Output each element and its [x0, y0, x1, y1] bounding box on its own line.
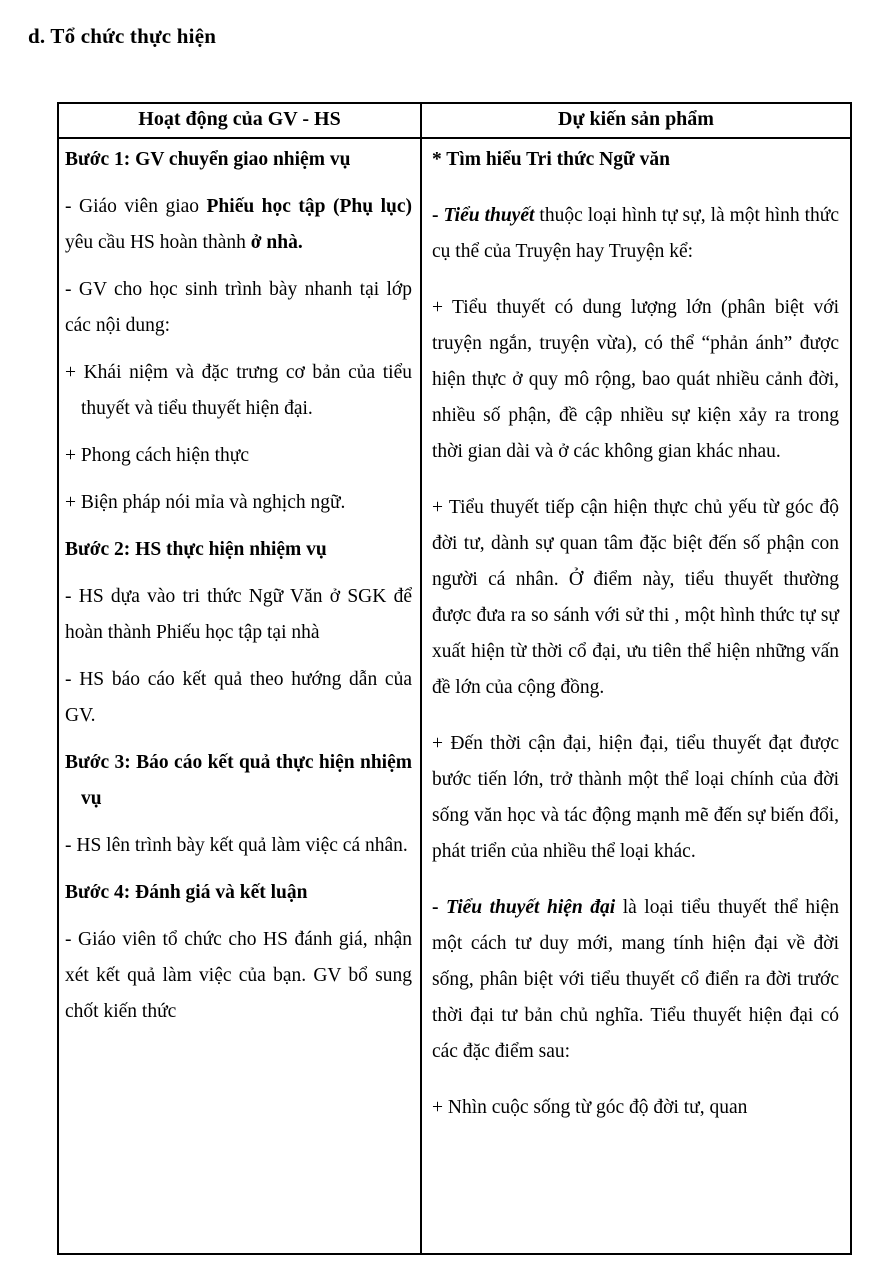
paragraph	[65, 438, 412, 474]
paragraph	[432, 726, 839, 870]
expected-products-cell	[422, 139, 850, 1253]
paragraph	[432, 142, 839, 178]
text-run: + Biện pháp nói mỉa và nghịch ngữ.	[65, 492, 346, 513]
paragraph	[65, 875, 412, 911]
paragraph	[432, 198, 839, 270]
text-run: Tiểu thuyết hiện đại	[446, 897, 616, 918]
text-run: - HS báo cáo kết quả theo hướng dẫn của GV.	[65, 669, 412, 726]
text-run: + Khái niệm và đặc trưng cơ bản của tiểu thuyết và tiểu thuyết hiện đại.	[65, 362, 412, 419]
paragraph	[65, 272, 412, 344]
text-run: - HS dựa vào tri thức Ngữ Văn ở SGK để hoàn thành Phiếu học tập tại nhà	[65, 586, 412, 643]
paragraph	[65, 579, 412, 651]
paragraph	[432, 1090, 839, 1126]
text-run: là loại tiểu thuyết thể hiện một cách tư duy mới, mang tính hiện đại về đời sống, phân biệt với tiểu thuyết cổ điển ra đời trước thời đại tư bản chủ nghĩa. Tiểu thuyết hiện đại có các đặc điểm sau:	[432, 897, 839, 1062]
text-run: - GV cho học sinh trình bày nhanh tại lớp các nội dung:	[65, 279, 412, 336]
table-header-row	[59, 104, 850, 139]
section-heading: d. Tổ chức thực hiện	[28, 24, 217, 48]
text-run: Bước 3: Báo cáo kết quả thực hiện nhiệm vụ	[65, 752, 412, 809]
paragraph	[65, 355, 412, 427]
text-run: Bước 1: GV chuyển giao nhiệm vụ	[65, 149, 351, 170]
column-header-gv-hs-activities: Hoạt động của GV - HS	[59, 104, 422, 137]
paragraph	[65, 189, 412, 261]
paragraph	[65, 828, 412, 864]
text-run: + Đến thời cận đại, hiện đại, tiểu thuyết đạt được bước tiến lớn, trở thành một thể loại chính của đời sống văn học và tác động mạnh mẽ đến sự biến đổi, phát triển của nhiều thể loại khác.	[432, 733, 839, 862]
lesson-plan-table	[57, 102, 852, 1255]
activities-cell	[59, 139, 422, 1253]
text-run: thuộc loại hình tự sự, là một hình thức cụ thể của Truyện hay Truyện kể:	[432, 205, 839, 262]
text-run: - Giáo viên giao	[65, 196, 207, 217]
table-body-row	[59, 139, 850, 1253]
text-run: * Tìm hiểu Tri thức Ngữ văn	[432, 149, 670, 170]
paragraph	[65, 662, 412, 734]
paragraph	[65, 142, 412, 178]
text-run: + Phong cách hiện thực	[65, 445, 250, 466]
paragraph	[432, 290, 839, 470]
text-run: Tiểu thuyết	[443, 205, 535, 226]
text-run: Bước 4: Đánh giá và kết luận	[65, 882, 308, 903]
text-run: + Nhìn cuộc sống từ góc độ đời tư, quan	[432, 1097, 748, 1118]
paragraph	[65, 485, 412, 521]
text-run: Bước 2: HS thực hiện nhiệm vụ	[65, 539, 327, 560]
text-run: ở nhà.	[250, 232, 303, 253]
paragraph	[432, 890, 839, 1070]
text-run: Phiếu học tập (Phụ lục)	[206, 196, 412, 217]
text-run: -	[432, 205, 444, 226]
paragraph	[65, 745, 412, 817]
paragraph	[65, 922, 412, 1030]
text-run: + Tiểu thuyết có dung lượng lớn (phân biệt với truyện ngắn, truyện vừa), có thể “phản ánh” được hiện thực ở quy mô rộng, bao quát nhiều cảnh đời, nhiều số phận, đề cập nhiều sự kiện xảy ra trong thời gian dài và ở các không gian khác nhau.	[432, 297, 839, 462]
paragraph	[65, 532, 412, 568]
column-header-expected-products: Dự kiến sản phẩm	[558, 108, 714, 130]
text-run: + Tiểu thuyết tiếp cận hiện thực chủ yếu từ góc độ đời tư, dành sự quan tâm đặc biệt đến số phận con người cá nhân. Ở điểm này, tiểu thuyết thường được đưa ra so sánh với sử thi , một hình thức tự sự xuất hiện từ thời cổ đại, ưu tiên thể hiện những vấn đề lớn của cộng đồng.	[432, 497, 839, 698]
text-run: - Giáo viên tổ chức cho HS đánh giá, nhận xét kết quả làm việc của bạn. GV bổ sung chốt kiến thức	[65, 929, 412, 1022]
text-run: - HS lên trình bày kết quả làm việc cá nhân.	[65, 835, 408, 856]
text-run: -	[432, 897, 447, 918]
text-run: yêu cầu HS hoàn thành	[65, 232, 251, 253]
paragraph	[432, 490, 839, 706]
